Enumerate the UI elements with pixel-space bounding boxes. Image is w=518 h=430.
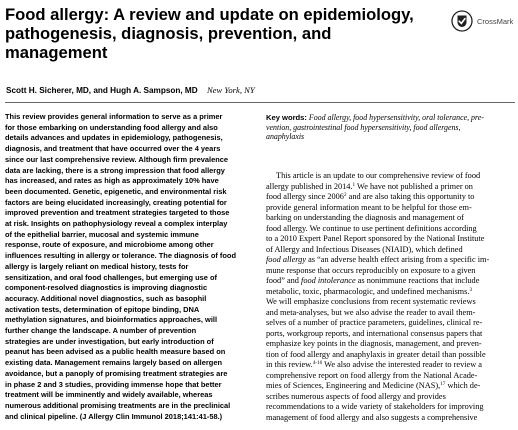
abstract-line: diagnosis, and treatment that have occurred over the 4 years [5,144,221,154]
body-line [266,276,516,287]
body-line: barking on understanding the diagnosis and management of [266,213,464,222]
abstract-line: further change the landscape. A number of prevention [5,326,197,336]
author-line [6,85,255,95]
abstract-line: component-resolved diagnostics is improving diagnostic [5,283,208,293]
abstract [5,112,255,422]
body-segment: food allergy since 2006 [266,192,344,201]
crossmark-icon [451,10,473,32]
term-food-intolerance: food intolerance [301,276,356,285]
abstract-line: since our last comprehensive review. Although firm prevalence [5,154,229,164]
body-line [266,182,516,193]
body-line: to a 2010 Expert Panel Report sponsored by the National Institute [266,234,485,243]
title-line: management [5,43,108,62]
header-divider [5,102,515,103]
term-food-allergy: food allergy [266,255,307,264]
body-line: scribes numerous aspects of food allergy and provides [266,391,446,401]
abstract-line: This review provides general information to serve as a primer [5,112,223,121]
crossmark-badge[interactable] [451,10,515,34]
crossmark-label: CrossMark [477,17,514,26]
abstract-line: numerous additional promising treatments are in the preclinical [5,400,231,410]
abstract-line: factors are being elucidated increasingly, creating potential for [5,197,227,207]
abstract-line: of the epithelial barrier, mucosal and systemic immune [5,229,199,239]
author-names: Scott H. Sicherer, MD, and Hugh A. Sampson, MD [6,86,198,95]
body-segment: as nonimmune reactions that include [357,276,480,285]
keywords [266,113,516,142]
abstract-line: existing data. Management remains largely based on allergen [5,358,222,368]
abstract-line: has increased, and rates as high as approximately 10% have [5,176,219,186]
body-segment: which de- [447,381,481,390]
body-segment: We also advise the interested reader to review a [324,360,482,369]
body-line: food allergy. We continue to use pertinent definitions according [266,223,477,233]
body-line: tion of food allergy and anaphylaxis in greater detail than possible [266,349,486,359]
author-location: New York, NY [206,85,255,95]
abstract-line: in phase 2 and 3 studies, providing immense hope that better [5,379,222,389]
citation-ref[interactable]: 4-16 [312,360,323,366]
abstract-line: strategies are under investigation, but early introduction of [5,336,214,346]
body-segment: as “an adverse health effect arising from a specific im- [308,255,490,264]
abstract-line: allergy is largely reliant on medical history, tests for [5,261,189,271]
citation-ref[interactable]: 17 [440,381,446,387]
body-line: comprehensive report on food allergy from the National Acade- [266,370,478,380]
keywords-heading: Key words: [266,113,307,122]
keywords-line: anaphylaxis [266,132,305,142]
body-segment: We have not published a primer on [357,181,473,191]
abstract-line: sensitization, and oral food challenges, but emerging use of [5,272,217,282]
keywords-line-1 [266,113,516,123]
abstract-line: peanut has been advised as a public health measure based on [5,347,226,357]
abstract-line: and clinical pipeline. (J Allergy Clin Immunol 2018;141:41-58.) [5,411,223,421]
citation-ref[interactable]: 3 [469,286,473,293]
keywords-line: vention, gastrointestinal food hypersensitivity, food allergens, [266,122,461,132]
abstract-line: for those embarking on understanding food allergy and also [5,122,218,132]
abstract-line: at risk. Insights on pathophysiology reveal a complex interplay [5,219,228,229]
body-line: management of food allergy and also suggests a comprehensive [266,412,478,422]
abstract-line: methylation signatures, and bioinformatics approaches, will [5,315,218,325]
body-line [266,255,516,266]
abstract-line: accuracy. Additional novel diagnostics, such as basophil [5,293,207,303]
body-segment: in this review. [266,360,313,369]
body-line: provide general information meant to be helpful for those em- [266,202,472,212]
citation-ref[interactable]: 2 [343,192,347,198]
body-line [266,287,516,298]
body-line: emphasize key points in the diagnosis, management, and preven- [266,339,482,348]
body-line: We will emphasize conclusions from recent systematic reviews [266,297,476,306]
body-line: selves of a number of practice parameters, guidelines, clinical re- [266,318,483,327]
body-segment: metabolic, toxic, pharmacologic, and undefined mechanisms. [266,286,470,296]
body-text [266,171,516,423]
body-line: recommendations to a wide variety of stakeholders for improving [266,402,484,411]
keywords-text: Food allergy, food hypersensitivity, oral tolerance, pre- [308,113,484,122]
abstract-line: data are lacking, there is a strong impression that food allergy [5,165,225,175]
citation-ref[interactable]: 1 [352,181,356,188]
title-line: Food allergy: A review and update on epidemiology, [5,5,414,24]
abstract-line: avoidance, but a panoply of promising treatment strategies are [5,368,228,378]
abstract-line: treatment will be imminently and widely available, whereas [5,390,213,400]
body-segment: mies of Sciences, Engineering and Medicine (NAS), [266,381,441,390]
body-line [266,192,516,203]
body-line [266,360,516,371]
abstract-line: influences resulting in allergy or tolerance. The diagnosis of food [5,251,237,261]
body-line: mune response that occurs reproducibly on exposure to a given [266,265,476,275]
body-line [266,381,516,392]
title-line: pathogenesis, diagnosis, prevention, and [5,24,332,43]
body-segment: allergy published in 2014. [266,181,353,191]
abstract-line: details advances and updates in epidemiology, pathogenesis, [5,133,223,143]
abstract-line: activation tests, determination of epitope binding, DNA [5,304,200,314]
body-segment: food” and [266,276,299,285]
abstract-line: been documented. Genetic, epigenetic, and environmental risk [5,186,227,196]
article-title [5,5,435,62]
body-line: of Allergy and Infectious Diseases (NIAID), which defined [266,244,463,254]
body-line: This article is an update to our comprehensive review of food [276,171,481,180]
body-line: and meta-analyses, but we also advise the reader to avail them- [266,307,476,317]
body-segment: and are also taking this opportunity to [348,192,475,201]
body-line: ports, workgroup reports, and international consensus papers that [266,328,483,338]
abstract-line: improved prevention and treatment strategies targeted to those [5,208,230,218]
abstract-line: response, route of exposure, and microbiome among other [5,240,214,250]
